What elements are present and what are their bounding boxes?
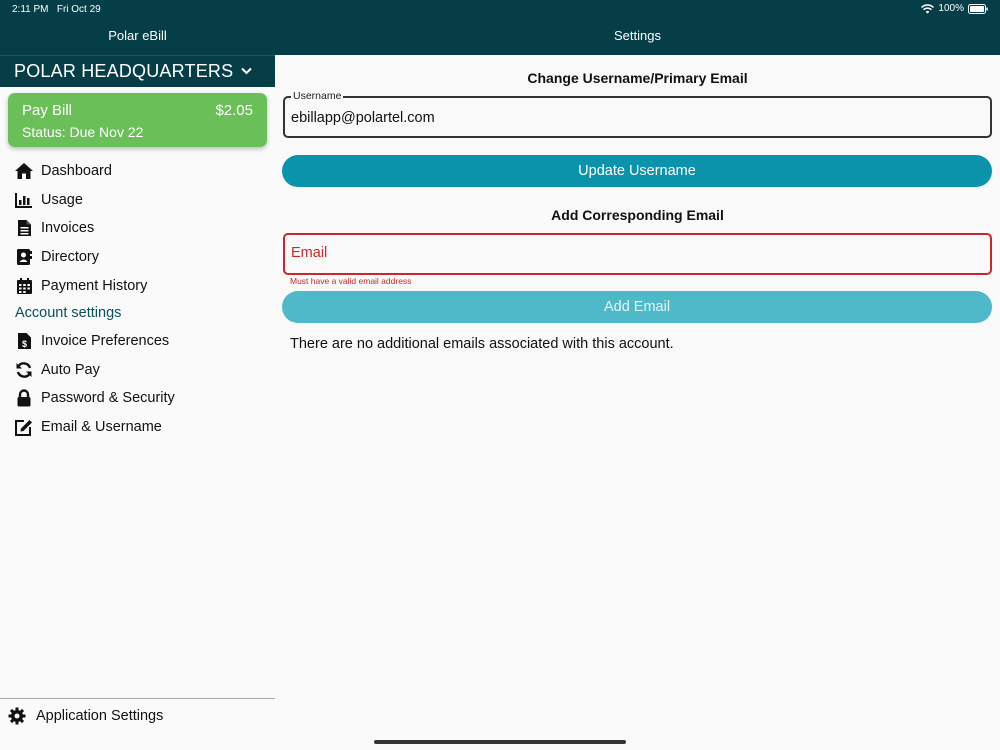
- account-settings-heading: Account settings: [15, 305, 122, 322]
- status-time-text: 2:11 PM: [12, 4, 49, 15]
- sidebar-item-invoices[interactable]: [0, 214, 275, 243]
- status-date-text: Fri Oct 29: [56, 4, 101, 15]
- email-field[interactable]: [283, 233, 992, 275]
- no-emails-message: There are no additional emails associated with this account.: [290, 336, 674, 352]
- refresh-icon: [14, 360, 34, 380]
- document-icon: [14, 218, 34, 238]
- pay-bill-label: Pay Bill: [22, 102, 73, 119]
- account-selector[interactable]: [14, 60, 252, 82]
- email-error-message: Must have a valid email address: [290, 276, 412, 286]
- sidebar-item-email-username[interactable]: [0, 413, 275, 442]
- sidebar: [0, 0, 275, 750]
- chevron-down-icon: [241, 67, 252, 75]
- username-field[interactable]: [283, 90, 992, 138]
- sidebar-header: [0, 0, 275, 87]
- invoice-dollar-icon: [14, 331, 34, 351]
- sidebar-bottom-divider: [0, 698, 275, 699]
- sidebar-divider: [0, 55, 275, 56]
- username-field-label: Username: [293, 90, 342, 102]
- sidebar-item-label: Payment History: [41, 277, 148, 294]
- gear-icon: [7, 706, 27, 726]
- home-indicator: [374, 740, 626, 744]
- email-input[interactable]: [291, 245, 981, 261]
- sidebar-item-directory[interactable]: [0, 243, 275, 272]
- calendar-icon: [14, 276, 34, 296]
- battery-percent: 100%: [938, 3, 964, 14]
- application-settings-item[interactable]: [7, 704, 163, 728]
- svg-text:$: $: [21, 339, 27, 350]
- sidebar-item-invoice-preferences[interactable]: [0, 327, 275, 356]
- sidebar-item-label: Dashboard: [41, 163, 112, 180]
- address-book-icon: [14, 247, 34, 267]
- status-indicators: [921, 3, 988, 14]
- sidebar-item-auto-pay[interactable]: [0, 356, 275, 385]
- sidebar-item-dashboard[interactable]: [0, 157, 275, 186]
- sidebar-item-label: Invoices: [41, 220, 95, 237]
- username-field-value: ebillapp@polartel.com: [291, 110, 435, 126]
- battery-icon: [968, 4, 988, 14]
- lock-icon: [14, 388, 34, 408]
- update-username-button[interactable]: Update Username: [282, 155, 992, 187]
- email-section-heading: Add Corresponding Email: [551, 207, 724, 223]
- pay-bill-amount: $2.05: [215, 102, 253, 119]
- sidebar-item-label: Email & Username: [41, 419, 162, 436]
- sidebar-item-password-security[interactable]: [0, 384, 275, 413]
- pay-bill-status: Status: Due Nov 22: [22, 124, 144, 140]
- sidebar-item-payment-history[interactable]: [0, 271, 275, 300]
- wifi-icon: [921, 4, 934, 14]
- sidebar-item-label: Directory: [41, 249, 100, 266]
- page-title: Settings: [614, 28, 661, 43]
- main-header: [275, 0, 1000, 55]
- sidebar-item-label: Auto Pay: [41, 361, 100, 378]
- sidebar-title: Polar eBill: [108, 28, 167, 43]
- sidebar-nav: [0, 157, 275, 441]
- status-time: [12, 4, 101, 15]
- pay-bill-card[interactable]: [8, 93, 267, 147]
- sidebar-item-label: Password & Security: [41, 390, 175, 407]
- account-name: POLAR HEADQUARTERS: [14, 60, 234, 81]
- main-panel: [275, 0, 1000, 750]
- edit-icon: [14, 417, 34, 437]
- bar-chart-icon: [14, 190, 34, 210]
- application-settings-label: Application Settings: [36, 708, 164, 724]
- add-email-button[interactable]: Add Email: [282, 291, 992, 323]
- sidebar-item-label: Invoice Preferences: [41, 333, 170, 350]
- sidebar-item-label: Usage: [41, 191, 83, 208]
- username-section-heading: Change Username/Primary Email: [527, 70, 748, 86]
- sidebar-item-usage[interactable]: [0, 186, 275, 215]
- home-icon: [14, 161, 34, 181]
